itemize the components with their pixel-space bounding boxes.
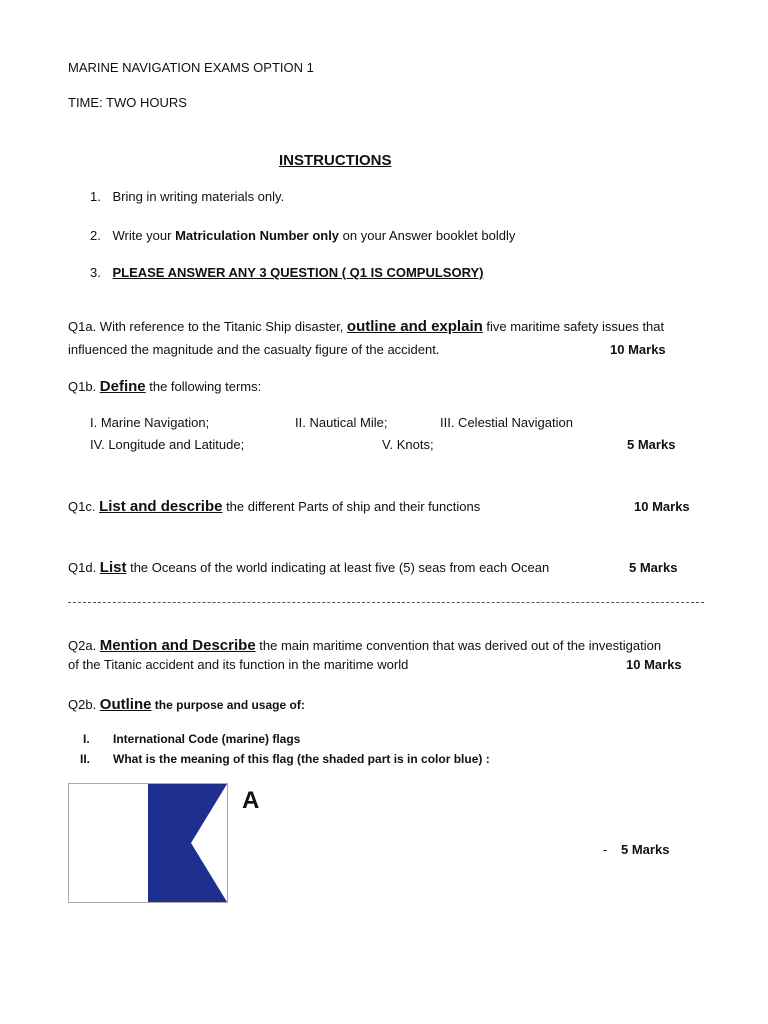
q2b-line bbox=[68, 696, 305, 713]
q1b-label: Q1b. bbox=[68, 379, 100, 394]
q2a-line2: of the Titanic accident and its function in the maritime world bbox=[68, 657, 409, 672]
q2a-marks: 10 Marks bbox=[626, 657, 682, 672]
q1d-keyword: List bbox=[99, 559, 127, 576]
q1a-keyword: outline and explain bbox=[346, 318, 483, 335]
q2a-keyword: Mention and Describe bbox=[99, 637, 256, 654]
q2b-item-text: What is the meaning of this flag (the shaded part is in color blue) : bbox=[113, 752, 490, 766]
q2b-item-number: II. bbox=[80, 752, 91, 766]
q2b-item-number: I. bbox=[83, 732, 90, 746]
q2b-item-text: International Code (marine) flags bbox=[113, 732, 301, 746]
q1b-term: III. Celestial Navigation bbox=[440, 415, 573, 430]
q2b-label: Q2b. bbox=[68, 697, 100, 712]
q1a-label: Q1a. With reference to the Titanic Ship disaster, bbox=[68, 319, 347, 334]
instruction-text: Bring in writing materials only. bbox=[112, 189, 285, 204]
flag-alpha-graphic bbox=[69, 784, 227, 902]
exam-time: TIME: TWO HOURS bbox=[68, 95, 187, 110]
flag-alpha-image bbox=[68, 783, 228, 903]
q1a-line1 bbox=[68, 318, 664, 335]
q2b-marks: 5 Marks bbox=[621, 842, 670, 857]
q2a-label: Q2a. bbox=[68, 638, 100, 653]
q1d-marks: 5 Marks bbox=[629, 560, 678, 575]
instruction-text-pre: Write your bbox=[112, 228, 176, 243]
instruction-number: 3. bbox=[90, 265, 101, 280]
section-divider bbox=[68, 602, 704, 603]
q1b-term: II. Nautical Mile; bbox=[295, 415, 388, 430]
q1d-label: Q1d. bbox=[68, 560, 100, 575]
q1c-keyword: List and describe bbox=[99, 498, 223, 515]
q1b-line1 bbox=[68, 378, 261, 395]
instructions-heading: INSTRUCTIONS bbox=[279, 152, 392, 169]
q1a-text: five maritime safety issues that bbox=[482, 319, 665, 334]
q1b-keyword: Define bbox=[99, 378, 146, 395]
q2a-text: the main maritime convention that was derived out of the investigation bbox=[255, 638, 662, 653]
q1a-line2: influenced the magnitude and the casualty figure of the accident. bbox=[68, 342, 440, 357]
q2b-text: the purpose and usage of: bbox=[151, 698, 305, 712]
instruction-item bbox=[90, 189, 284, 204]
instruction-item bbox=[90, 228, 515, 243]
flag-white-half bbox=[69, 784, 148, 902]
instruction-number: 2. bbox=[90, 228, 101, 243]
q1c-marks: 10 Marks bbox=[634, 499, 690, 514]
q1b-term: V. Knots; bbox=[382, 437, 434, 452]
q1c-text: the different Parts of ship and their functions bbox=[222, 499, 481, 514]
instruction-item bbox=[90, 265, 484, 280]
instruction-text-post: on your Answer booklet boldly bbox=[339, 228, 516, 243]
instruction-text-bold: Matriculation Number only bbox=[175, 228, 340, 243]
exam-title: MARINE NAVIGATION EXAMS OPTION 1 bbox=[68, 60, 314, 75]
q2b-marks-dash: - bbox=[603, 842, 608, 857]
flag-letter: A bbox=[242, 787, 260, 814]
instruction-number: 1. bbox=[90, 189, 101, 204]
q1c-line bbox=[68, 498, 480, 515]
q1b-term: IV. Longitude and Latitude; bbox=[90, 437, 245, 452]
q1c-label: Q1c. bbox=[68, 499, 100, 514]
q1d-line bbox=[68, 559, 549, 576]
q1b-text: the following terms: bbox=[145, 379, 262, 394]
q2a-line1 bbox=[68, 637, 661, 654]
flag-blue-swallowtail bbox=[148, 784, 227, 902]
q1a-marks: 10 Marks bbox=[610, 342, 666, 357]
q1d-text: the Oceans of the world indicating at least five (5) seas from each Ocean bbox=[126, 560, 550, 575]
q1b-term: I. Marine Navigation; bbox=[90, 415, 210, 430]
q2b-keyword: Outline bbox=[99, 696, 152, 713]
instruction-text: PLEASE ANSWER ANY 3 QUESTION ( Q1 IS COMPULSORY) bbox=[112, 265, 484, 280]
q1b-marks: 5 Marks bbox=[627, 437, 676, 452]
